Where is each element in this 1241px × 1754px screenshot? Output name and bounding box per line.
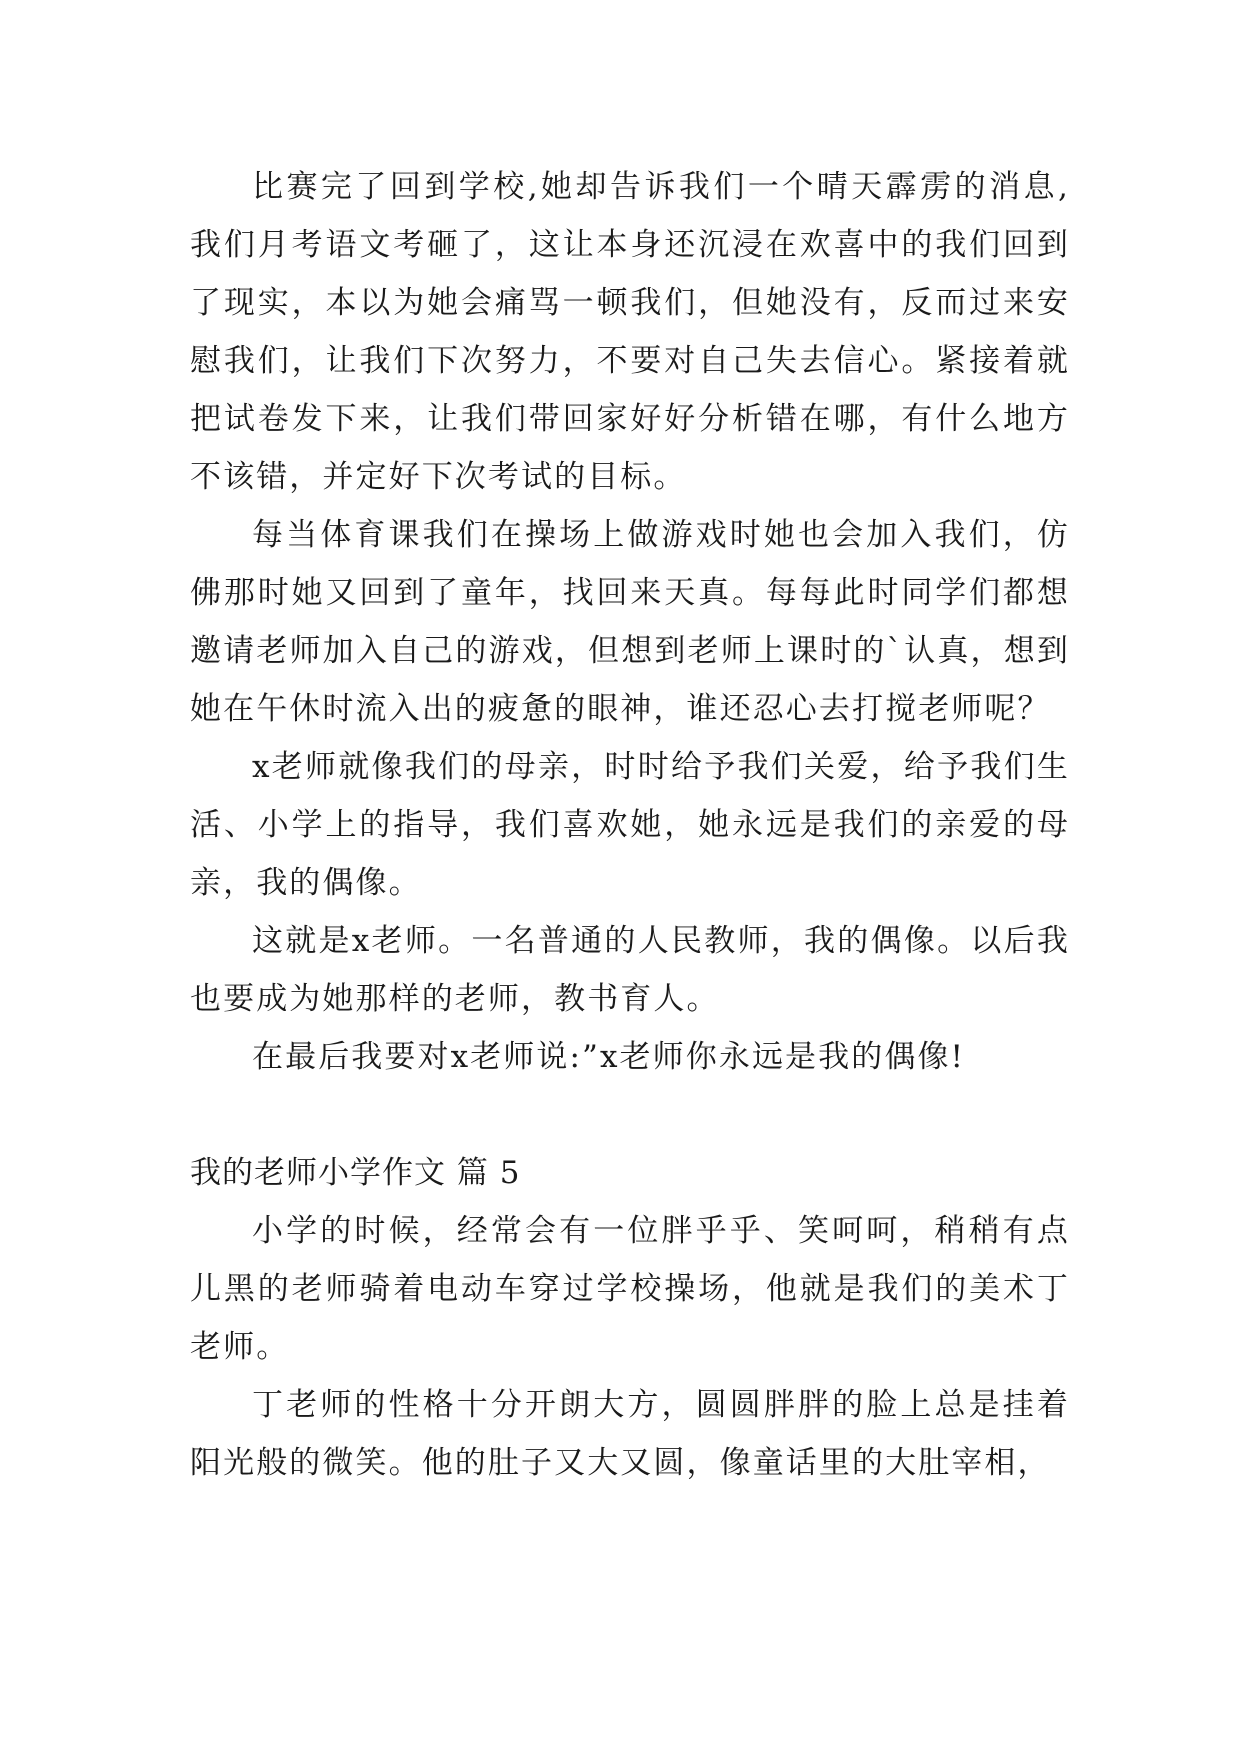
paragraph-art-teacher-personality: 丁老师的性格十分开朗大方，圆圆胖胖的脸上总是挂着阳光般的微笑。他的肚子又大又圆，像童话里的大肚宰相， bbox=[190, 1387, 1070, 1481]
document-body bbox=[190, 158, 1070, 1492]
paragraph-ordinary-teacher: 这就是x老师。一名普通的人民教师，我的偶像。以后我也要成为她那样的老师，教书育人。 bbox=[190, 923, 1070, 1017]
paragraph-like-mother: x老师就像我们的母亲，时时给予我们关爱，给予我们生活、小学上的指导，我们喜欢她，她永远是我们的亲爱的母亲，我的偶像。 bbox=[190, 749, 1070, 901]
paragraph-final-words: 在最后我要对x老师说:”x老师你永远是我的偶像! bbox=[252, 1039, 966, 1075]
paragraph-art-teacher-intro: 小学的时候，经常会有一位胖乎乎、笑呵呵，稍稍有点儿黑的老师骑着电动车穿过学校操场，他就是我们的美术丁老师。 bbox=[190, 1213, 1070, 1365]
paragraph-pe-class: 每当体育课我们在操场上做游戏时她也会加入我们，仿佛那时她又回到了童年，找回来天真。每每此时同学们都想邀请老师加入自己的游戏，但想到老师上课时的`认真，想到她在午休时流入出的疲惫的眼神，谁还忍心去打搅老师呢？ bbox=[190, 517, 1070, 727]
paragraph-exam-result: 比赛完了回到学校,她却告诉我们一个晴天霹雳的消息,我们月考语文考砸了，这让本身还沉浸在欢喜中的我们回到了现实，本以为她会痛骂一顿我们，但她没有，反而过来安慰我们，让我们下次努力，不要对自己失去信心。紧接着就把试卷发下来，让我们带回家好好分析错在哪，有什么地方不该错，并定好下次考试的目标。 bbox=[190, 169, 1070, 495]
section-title: 我的老师小学作文 篇 5 bbox=[190, 1155, 521, 1191]
